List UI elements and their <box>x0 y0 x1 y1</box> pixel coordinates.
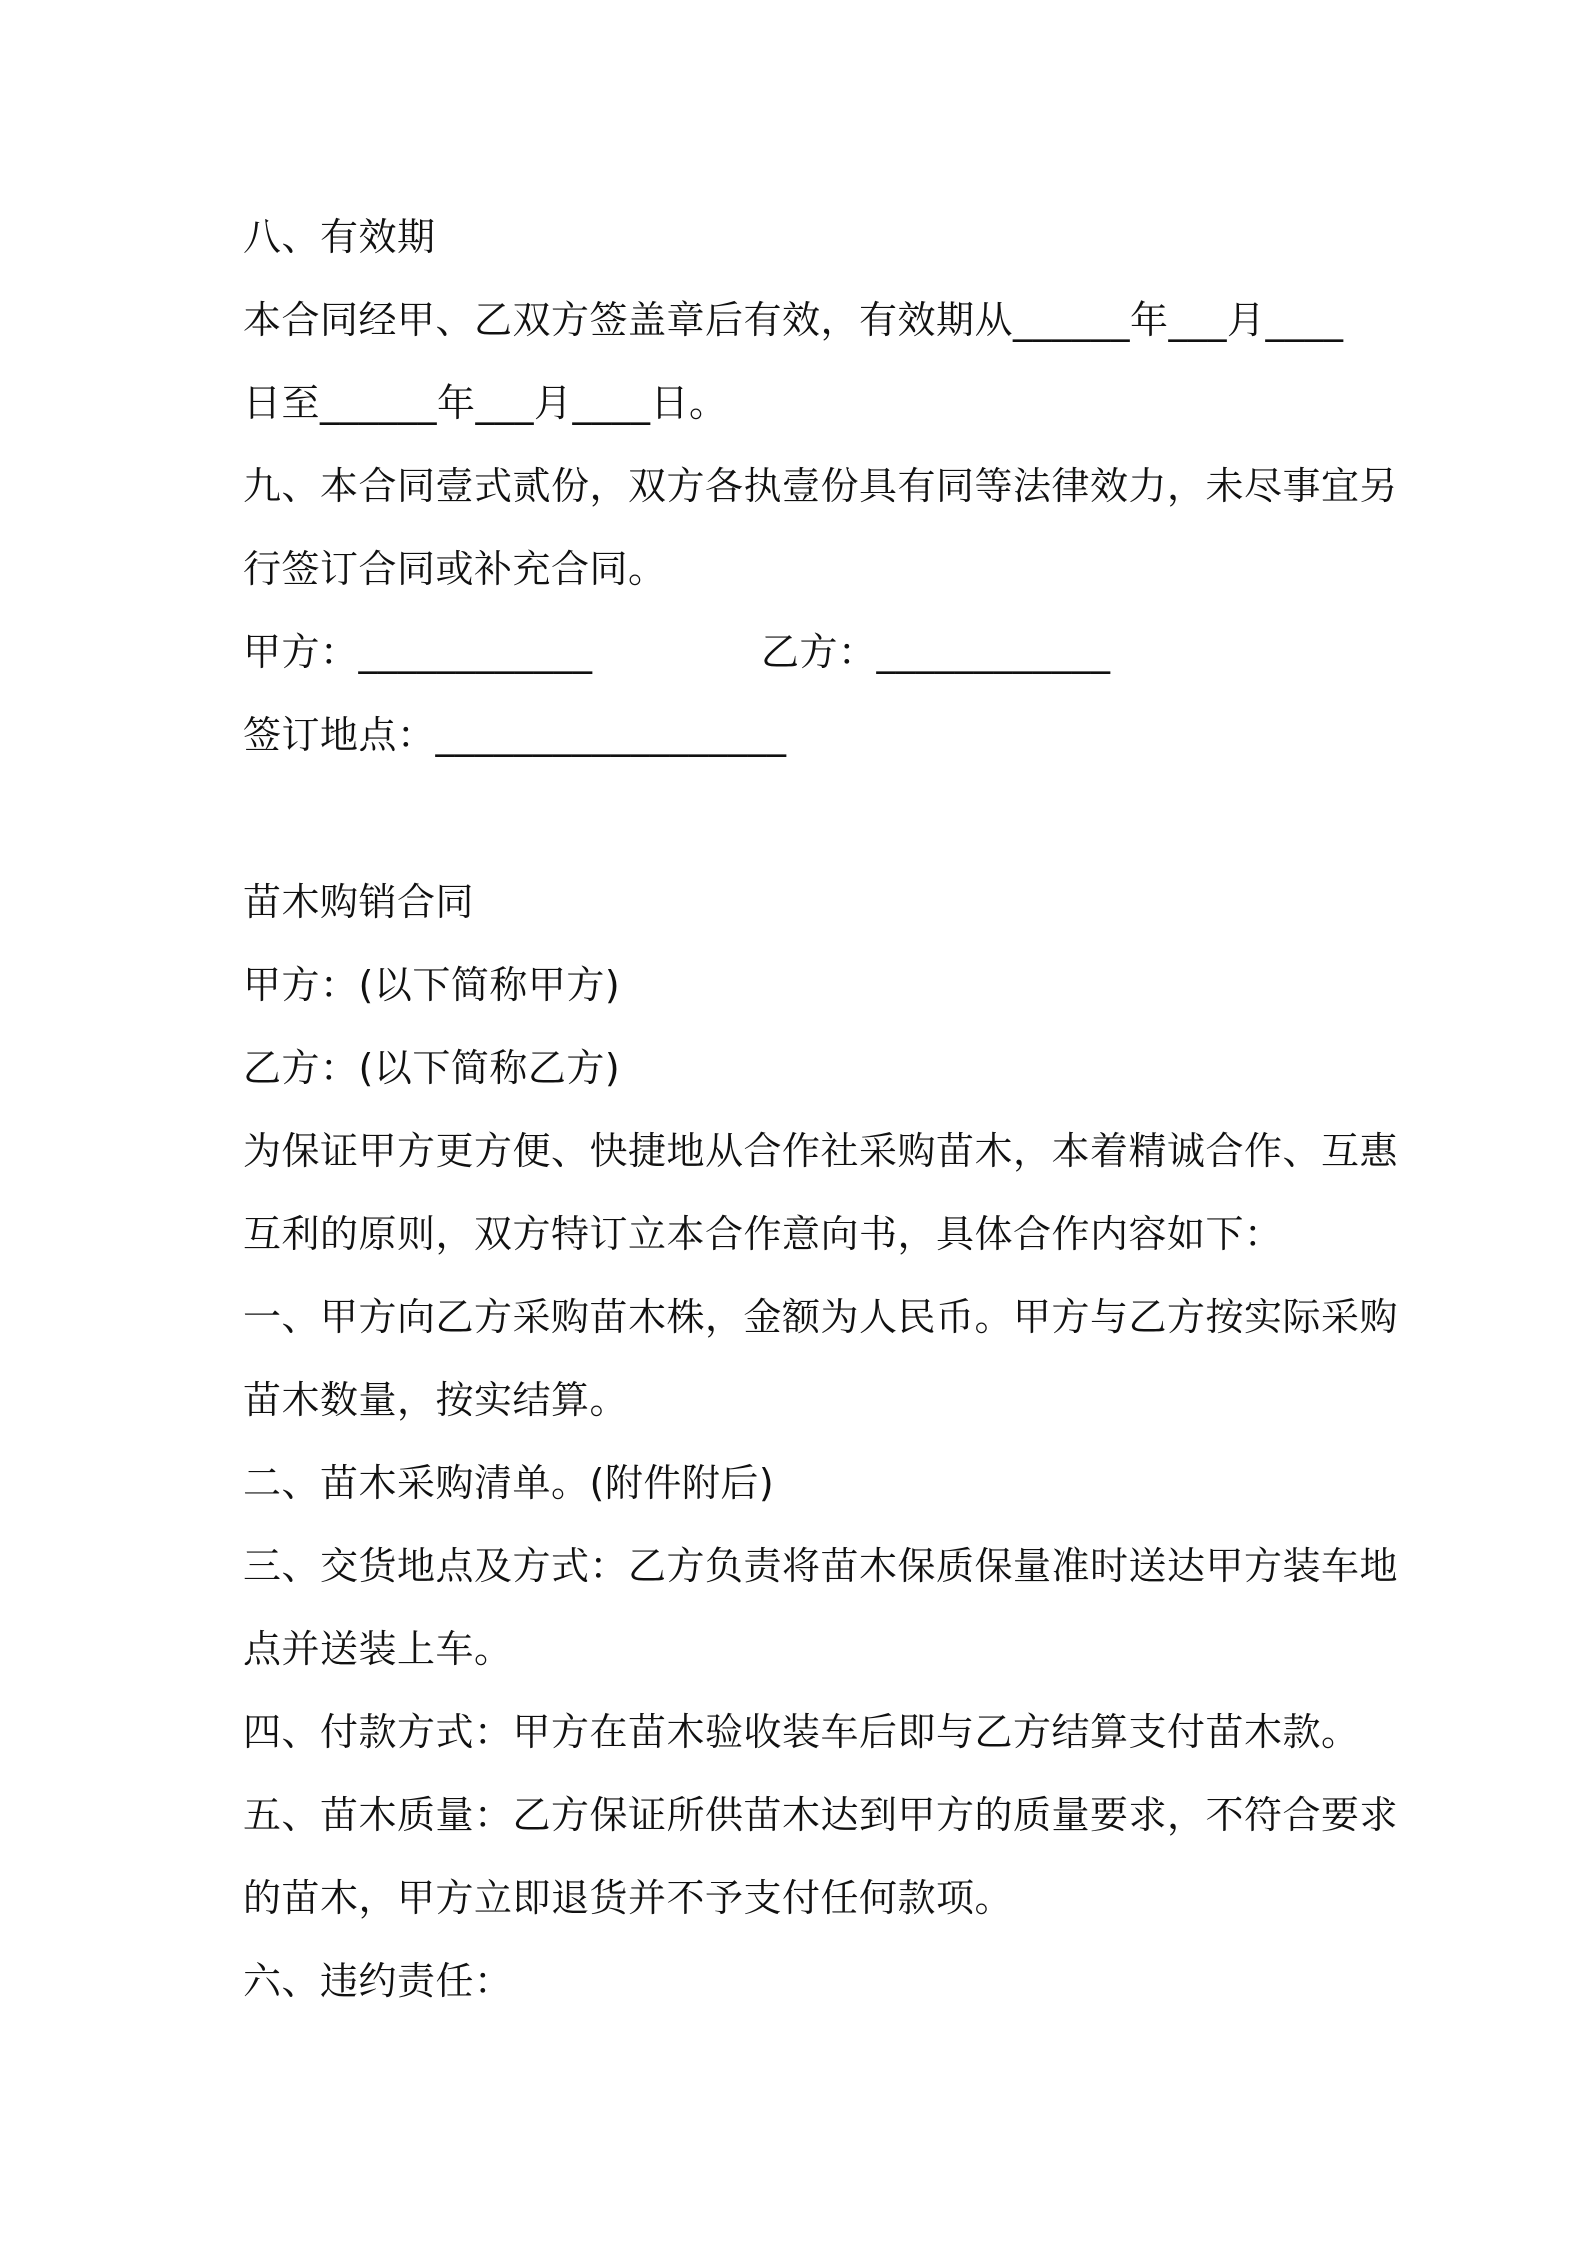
contract-party-a: 甲方：(以下简称甲方) <box>243 963 621 1007</box>
clause-5-line-2: 的苗木，甲方立即退货并不予支付任何款项。 <box>243 1876 1014 1920</box>
clause-1-line-2: 苗木数量，按实结算。 <box>243 1378 629 1422</box>
section-9-text-line-2: 行签订合同或补充合同。 <box>243 547 667 591</box>
section-9-text-line-1: 九、本合同壹式贰份，双方各执壹份具有同等法律效力，未尽事宜另 <box>243 464 1399 508</box>
clause-5-line-1: 五、苗木质量：乙方保证所供苗木达到甲方的质量要求，不符合要求 <box>243 1793 1399 1837</box>
clause-3-line-1: 三、交货地点及方式：乙方负责将苗木保质保量准时送达甲方装车地 <box>243 1544 1399 1588</box>
contract-intro-line-1: 为保证甲方更方便、快捷地从合作社采购苗木，本着精诚合作、互惠 <box>243 1129 1399 1173</box>
party-a-signature: 甲方：____________ <box>243 630 593 674</box>
document-body <box>243 196 1399 2023</box>
clause-2: 二、苗木采购清单。(附件附后) <box>243 1461 775 1505</box>
contract-intro-line-2: 互利的原则，双方特订立本合作意向书，具体合作内容如下： <box>243 1212 1283 1256</box>
clause-3-line-2: 点并送装上车。 <box>243 1627 513 1671</box>
signature-parties-row <box>243 611 1363 694</box>
contract-title: 苗木购销合同 <box>243 880 475 924</box>
clause-4: 四、付款方式：甲方在苗木验收装车后即与乙方结算支付苗木款。 <box>243 1710 1360 1754</box>
section-8-heading: 八、有效期 <box>243 215 436 259</box>
signing-place: 签订地点：__________________ <box>243 713 787 757</box>
section-spacer <box>243 777 1363 861</box>
clause-1-line-1: 一、甲方向乙方采购苗木株，金额为人民币。甲方与乙方按实际采购 <box>243 1295 1399 1339</box>
contract-party-b: 乙方：(以下简称乙方) <box>243 1046 621 1090</box>
section-8-text-line-2: 日至______年___月____日。 <box>243 381 728 425</box>
party-b-signature: 乙方：____________ <box>761 630 1111 674</box>
section-8-text-line-1: 本合同经甲、乙双方签盖章后有效，有效期从______年___月____ <box>243 298 1344 342</box>
clause-6: 六、违约责任： <box>243 1959 513 2003</box>
